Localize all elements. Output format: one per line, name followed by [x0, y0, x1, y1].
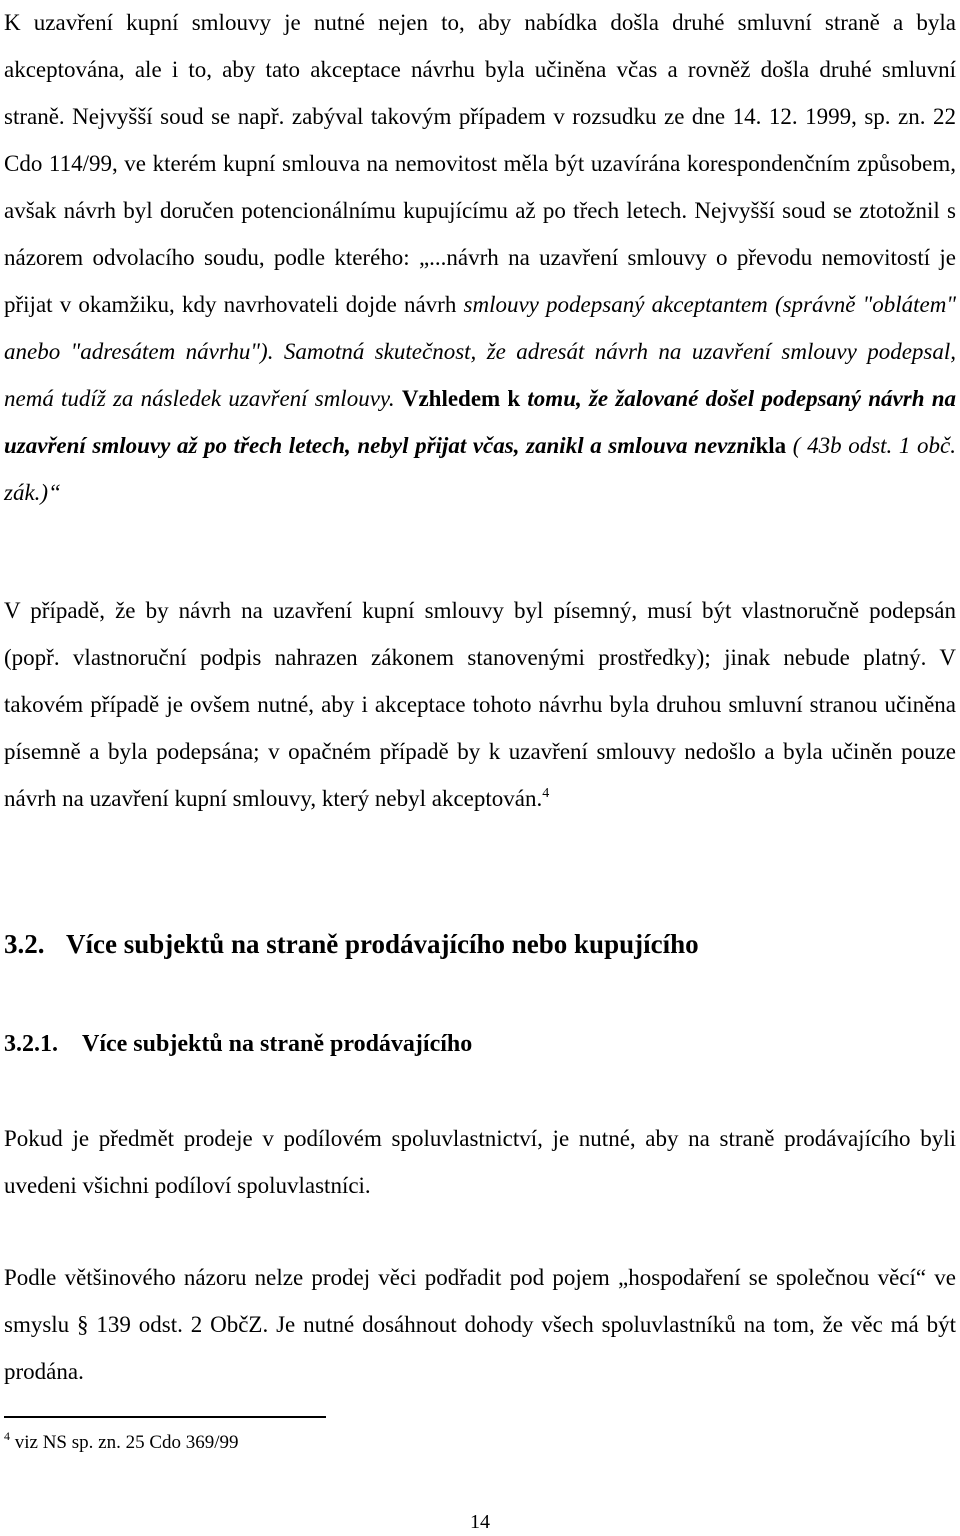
footnote-separator [4, 1416, 326, 1418]
paragraph-court-ruling [4, 0, 956, 516]
paragraph-text: V případě, že by návrh na uzavření kupní smlouvy byl písemný, musí být vlastnoručně podepsán (popř. vlastnoruční podpis nahrazen zákonem stanovenými prostředky); jinak nebude platný. V takovém případě je ovšem nutné, aby i akceptace tohoto návrhu byla druhou smluvní stranou učiněna písemně a byla podepsána; v opačném případě by k uzavření smlouvy nedošlo a byla učiněn pouze návrh na uzavření kupní smlouvy, který nebyl akceptován. [4, 598, 956, 811]
footnote-text: viz NS sp. zn. 25 Cdo 369/99 [10, 1432, 239, 1453]
subsection-title: Více subjektů na straně prodávajícího [82, 1031, 473, 1057]
footnote-reference[interactable]: 4 [542, 786, 550, 801]
subsection-number: 3.2.1. [4, 1031, 58, 1057]
section-heading [4, 922, 699, 966]
quoted-ruling-citation: ( 43b odst. 1 obč. zák.)“ [4, 433, 956, 505]
paragraph-majority-opinion [4, 1254, 956, 1395]
footnote [4, 1428, 239, 1458]
paragraph-text: Podle většinového názoru nelze prodej věci podřadit pod pojem „hospodaření se společnou věcí“ ve smyslu § 139 odst. 2 ObčZ. Je nutné dosáhnout dohody všech spoluvlastníků na tom, že věc má být prodána. [4, 1265, 956, 1384]
quoted-ruling-bold-end: kla [755, 433, 787, 458]
footnote-number: 4 [4, 1429, 10, 1443]
section-title: Více subjektů na straně prodávajícího nebo kupujícího [66, 929, 699, 959]
section-number: 3.2. [4, 929, 45, 959]
paragraph-text: K uzavření kupní smlouvy je nutné nejen to, aby nabídka došla druhé smluvní straně a byla akceptována, ale i to, aby tato akceptace návrhu byla učiněna včas a rovněž došla druhé smluvní straně. Nejvyšší soud se např. zabýval takovým případem v rozsudku ze dne 14. 12. 1999, sp. zn. 22 Cdo 114/99, ve kterém kupní smlouva na nemovitost měla být uzavírána korespondenčním způsobem, avšak návrh byl doručen potencionálnímu kupujícímu až po třech letech. Nejvyšší soud se ztotožnil s názorem odvolacího soudu, podle kterého: „...návrh na uzavření smlouvy o převodu nemovitostí je přijat v okamžiku, kdy navrhovateli dojde návrh [4, 10, 956, 317]
quoted-ruling-bold: Vzhledem k [401, 386, 528, 411]
page-number: 14 [470, 1511, 490, 1533]
quoted-ruling-bold-italic: tomu, že žalované došel podepsaný návrh na uzavření smlouvy až po třech letech, nebyl přijat včas, zanikl a smlouva nevzni [4, 386, 956, 458]
subsection-heading [4, 1024, 472, 1064]
paragraph-written-contract [4, 587, 956, 822]
paragraph-text: Pokud je předmět prodeje v podílovém spoluvlastnictví, je nutné, aby na straně prodávajícího byli uvedeni všichni podíloví spoluvlastníci. [4, 1126, 956, 1198]
quoted-ruling-italic: smlouvy podepsaný akceptantem (správně "oblátem" anebo "adresátem návrhu"). Samotná skutečnost, že adresát návrh na uzavření smlouvy podepsal, nemá tudíž za následek uzavření smlouvy. [4, 292, 956, 411]
paragraph-co-ownership [4, 1115, 956, 1209]
